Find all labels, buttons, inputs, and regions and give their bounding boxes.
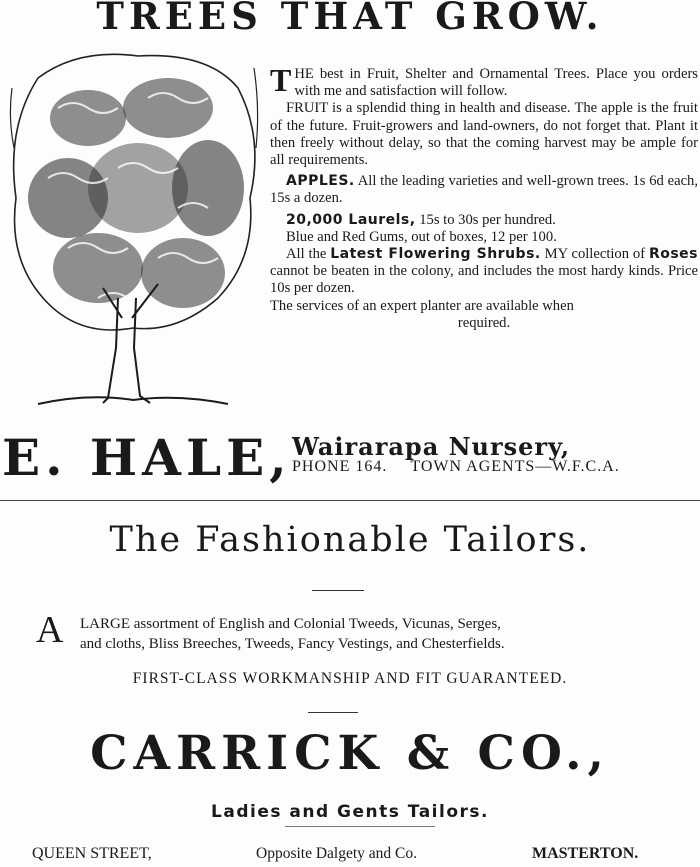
intro-text: HE best in Fruit, Shelter and Ornamental Trees. Place you orders with me and satisfaction will follow. — [294, 66, 698, 100]
town-agents-text: TOWN AGENTS—W.F.C.A. — [410, 458, 620, 475]
apples-paragraph — [270, 173, 698, 207]
guarantee-text: FIRST-CLASS WORKMANSHIP AND FIT GUARANTEED. — [132, 670, 568, 687]
tree-ad-copy — [270, 62, 699, 332]
intro-paragraph — [270, 62, 698, 100]
planter-text: The services of an expert planter are available when — [270, 297, 574, 314]
street-address: QUEEN STREET, — [32, 845, 152, 862]
headline: TREES THAT GROW. — [96, 0, 604, 38]
assortment-text — [80, 614, 660, 654]
gums-text: Blue and Red Gums, out of boxes, 12 per 100. — [286, 228, 557, 245]
phone-text: PHONE 164. — [292, 458, 388, 475]
section-divider — [0, 500, 700, 501]
drop-cap-t: T — [270, 62, 292, 98]
apples-text: All the leading varieties and well-grown trees. 1s 6d each, 15s a dozen. — [270, 173, 698, 207]
tailors-heading: The Fashionable Tailors. — [109, 520, 591, 560]
laurels-text: 15s to 30s per hundred. — [419, 211, 556, 228]
landmark-text: Opposite Dalgety and Co. — [256, 845, 418, 862]
laurels-label: 20,000 Laurels, — [286, 211, 416, 228]
firm-name: CARRICK & CO., — [90, 726, 610, 781]
tree-illustration — [8, 48, 260, 420]
short-rule — [285, 826, 435, 827]
apples-label: APPLES. — [286, 173, 355, 190]
nursery-contact — [292, 458, 620, 476]
assortment-line-1: LARGE assortment of English and Colonial Tweeds, Vicunas, Serges, — [80, 616, 501, 632]
drop-cap-a: A — [36, 609, 64, 651]
roses-text: cannot be beaten in the colony, and includes the most hardy kinds. Price 10s per dozen. — [270, 263, 698, 297]
shrubs-pre: All the — [286, 246, 327, 263]
shrubs-paragraph — [270, 246, 698, 298]
shrubs-post: MY collection of — [544, 246, 646, 263]
nursery-title: Wairarapa Nursery, — [292, 432, 571, 461]
tailors-tagline: Ladies and Gents Tailors. — [211, 802, 489, 822]
assortment-line-2: and cloths, Bliss Breeches, Tweeds, Fancy Vestings, and Chesterfields. — [80, 636, 505, 652]
fruit-text: FRUIT is a splendid thing in health and disease. The apple is the fruit of the future. Fruit-growers and land-owners, do not forget that. Plant it then freely without delay, so that the coming harvest may be ample for all requirements. — [270, 100, 698, 169]
roses-label: Roses — [648, 246, 699, 263]
short-rule — [312, 590, 364, 591]
laurels-paragraph — [270, 212, 698, 229]
shrubs-label: Latest Flowering Shrubs. — [330, 246, 541, 263]
town-name: MASTERTON. — [532, 845, 639, 862]
nursery-owner-name: E. HALE, — [2, 428, 292, 487]
short-rule — [308, 712, 358, 713]
required-text: required. — [457, 314, 511, 331]
